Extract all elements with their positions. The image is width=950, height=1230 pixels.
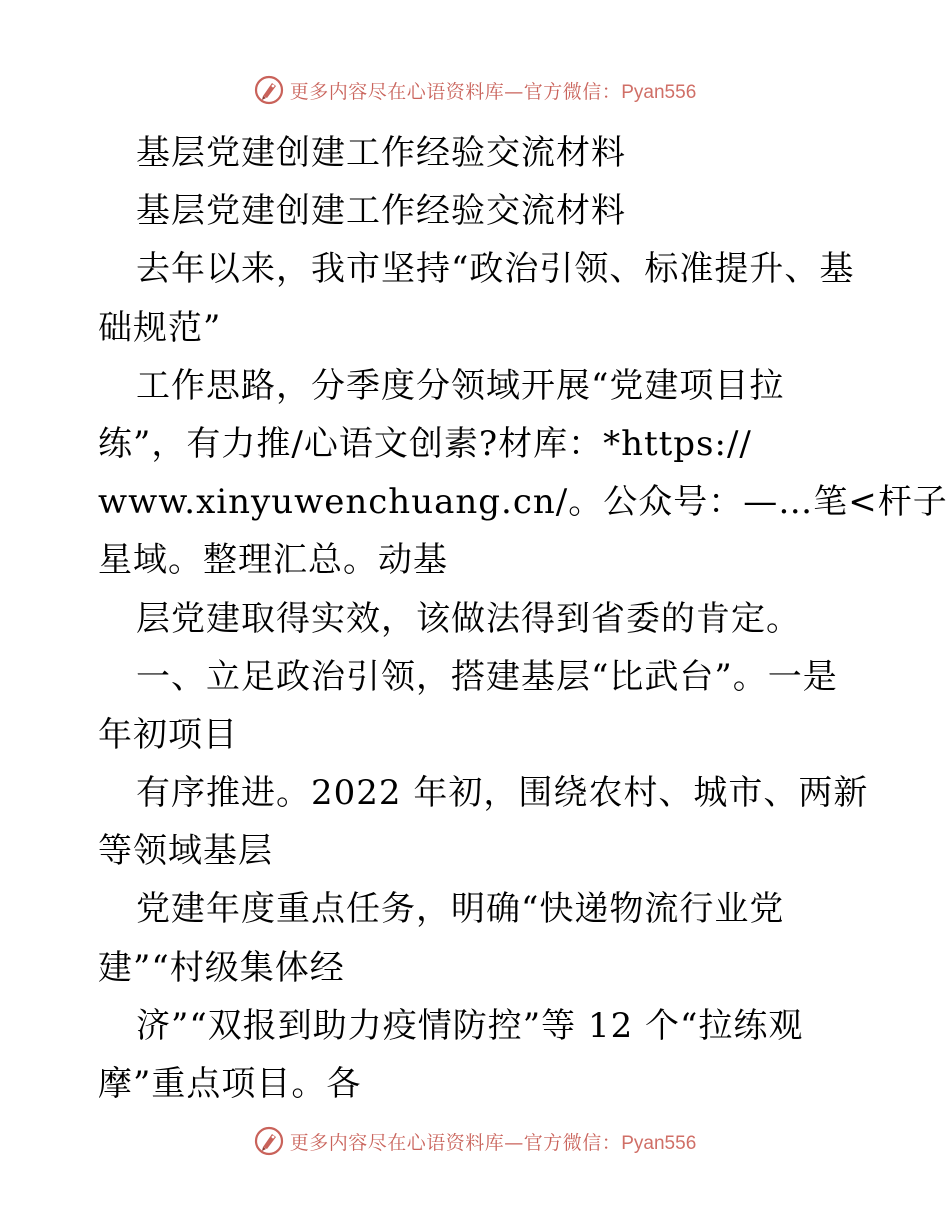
paragraph-line: 练”，有力推/心语文创素?材库：*https:// <box>98 423 752 464</box>
paragraph-line: 有序推进。2022 年初，围绕农村、城市、两新 <box>136 773 869 814</box>
footer-watermark <box>0 1123 950 1159</box>
document-title: 基层党建创建工作经验交流材料 <box>136 133 626 173</box>
section-heading-line: 一、立足政治引领，搭建基层“比武台”。一是 <box>136 656 838 697</box>
paragraph-line: 工作思路，分季度分领域开展“党建项目拉 <box>136 365 785 406</box>
paragraph-line: 党建年度重点任务，明确“快递物流行业党 <box>136 889 785 930</box>
paragraph-line: 建”“村级集体经 <box>98 947 345 988</box>
paragraph-line: 去年以来，我市坚持“政治引领、标准提升、基 <box>136 249 855 290</box>
watermark-text: 更多内容尽在心语资料库—官方微信：Pyan556 <box>289 80 697 103</box>
paragraph-line: 摩”重点项目。各 <box>98 1064 362 1104</box>
paragraph-line: 层党建取得实效，该做法得到省委的肯定。 <box>136 598 801 639</box>
header-watermark <box>0 72 950 108</box>
paragraph-line: www.xinyuwenchuang.cn/。公众号：—…笔<杆子 <box>98 482 948 523</box>
document-body <box>98 124 948 1113</box>
paragraph-line: 济”“双报到助力疫情防控”等 12 个“拉练观 <box>136 1005 804 1046</box>
pen-nib-logo-icon <box>254 75 284 105</box>
watermark-text: 更多内容尽在心语资料库—官方微信：Pyan556 <box>289 1131 697 1154</box>
document-subtitle: 基层党建创建工作经验交流材料 <box>136 191 626 232</box>
pen-nib-logo-icon <box>254 1126 284 1156</box>
paragraph-line: 础规范” <box>98 307 222 348</box>
paragraph-line: 年初项目 <box>98 714 238 755</box>
paragraph-line: 星域。整理汇总。动基 <box>98 540 448 581</box>
paragraph-line: 等领域基层 <box>98 831 273 872</box>
